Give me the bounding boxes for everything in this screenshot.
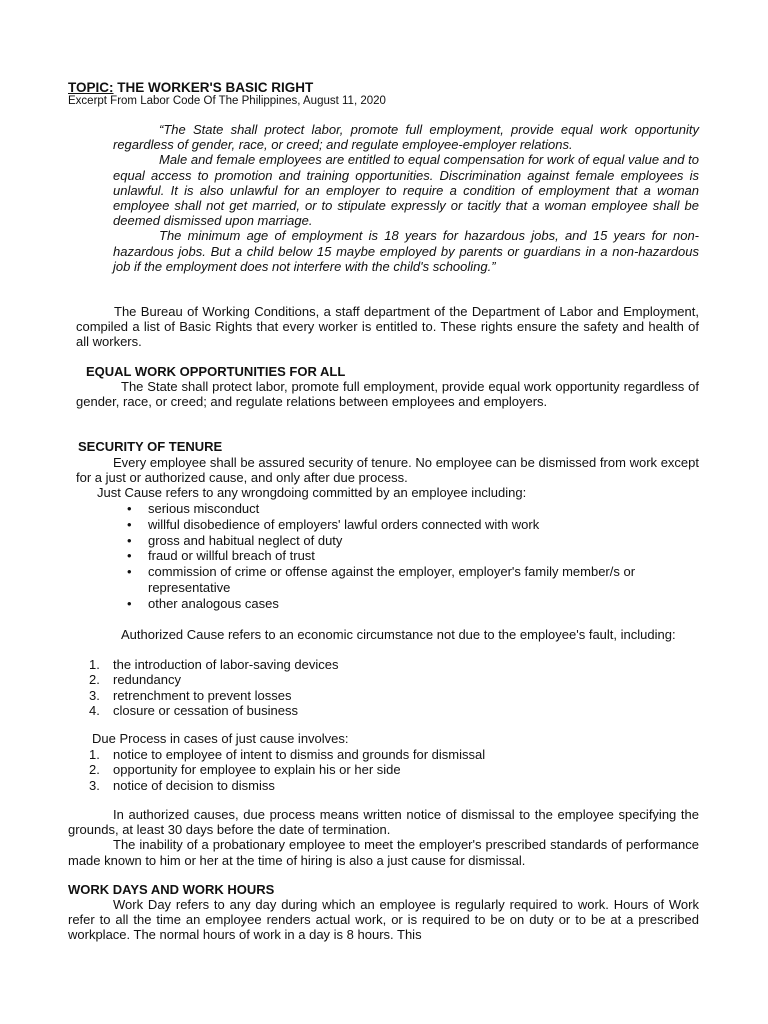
list-item: 3. notice of decision to dismiss xyxy=(89,777,275,793)
list-item: • serious misconduct xyxy=(127,501,707,517)
list-item: 1. notice to employee of intent to dismiss and grounds for dismissal xyxy=(89,747,486,762)
authorized-process-paragraph xyxy=(68,807,699,868)
quote-paragraph-3: The minimum age of employment is 18 years for hazardous jobs, and 15 years for non-hazardous jobs. But a child below 15 maybe employed by parents or guardians in a non-hazardous job if the employment does not interfere with the child's schooling.” xyxy=(113,228,699,274)
just-cause-intro: Just Cause refers to any wrongdoing committed by an employee including: xyxy=(97,485,527,500)
intro-paragraph xyxy=(76,304,699,350)
quote-paragraph-1: “The State shall protect labor, promote full employment, provide equal work opportunity regardless of gender, race, or creed; and regulate employee-employer relations. xyxy=(113,122,699,153)
list-item: 2. opportunity for employee to explain his or her side xyxy=(89,762,401,778)
topic-title xyxy=(68,80,313,95)
due-process-intro: Due Process in cases of just cause involves: xyxy=(92,731,349,746)
list-item: 3. retrenchment to prevent losses xyxy=(89,687,292,703)
equal-work-text: The State shall protect labor, promote full employment, provide equal work opportunity regardless of gender, race, or creed; and regulate relations between employees and employers. xyxy=(76,379,699,410)
authorized-cause-list xyxy=(89,657,338,718)
labor-code-quote xyxy=(113,122,699,274)
list-item: • fraud or willful breach of trust xyxy=(127,548,707,564)
authorized-cause-text: Authorized Cause refers to an economic circumstance not due to the employee's fault, including: xyxy=(121,627,676,642)
work-days-paragraph xyxy=(68,897,699,943)
work-days-text: Work Day refers to any day during which an employee is regularly required to work. Hours of Work refer to all the time an employee renders actual work, or is required to be on duty or to be at a prescribed workplace. The normal hours of work in a day is 8 hours. This xyxy=(68,897,699,943)
list-item: 4. closure or cessation of business xyxy=(89,702,298,718)
list-item: • willful disobedience of employers' lawful orders connected with work xyxy=(127,517,707,533)
just-cause-list xyxy=(127,501,707,612)
list-item: 1. the introduction of labor-saving devices xyxy=(89,657,339,672)
list-item: • gross and habitual neglect of duty xyxy=(127,533,707,549)
security-heading: SECURITY OF TENURE xyxy=(78,439,223,454)
authorized-process-text: In authorized causes, due process means written notice of dismissal to the employee specifying the grounds, at least 30 days before the date of termination. xyxy=(68,807,699,838)
due-process-list xyxy=(89,747,485,793)
probationary-text: The inability of a probationary employee to meet the employer's prescribed standards of performance made known to him or her at the time of hiring is also a just cause for dismissal. xyxy=(68,837,699,868)
subtitle: Excerpt From Labor Code Of The Philippines, August 11, 2020 xyxy=(68,95,386,107)
security-paragraph xyxy=(76,455,699,485)
list-item: • commission of crime or offense against the employer, employer's family member/s or representative xyxy=(127,564,704,596)
intro-text: The Bureau of Working Conditions, a staff department of the Department of Labor and Employment, compiled a list of Basic Rights that every worker is entitled to. These rights ensure the safety and health of all workers. xyxy=(76,304,699,350)
topic-label: TOPIC: xyxy=(68,80,114,95)
authorized-cause-intro xyxy=(78,627,699,642)
list-item: • other analogous cases xyxy=(127,596,707,612)
quote-paragraph-2: Male and female employees are entitled to equal compensation for work of equal value and to equal access to promotion and training opportunities. Discrimination against female employees is unlawful. It is also unlawful for an employer to require a condition of employment that a woman employee shall not get married, or to stipulate expressly or tacitly that a woman employee shall be deemed dismissed upon marriage. xyxy=(113,152,699,229)
list-item: 2. redundancy xyxy=(89,672,181,688)
work-days-heading: WORK DAYS AND WORK HOURS xyxy=(68,882,275,897)
equal-work-paragraph xyxy=(76,379,699,409)
security-text: Every employee shall be assured security of tenure. No employee can be dismissed from work except for a just or authorized cause, and only after due process. xyxy=(76,455,699,486)
equal-work-heading: EQUAL WORK OPPORTUNITIES FOR ALL xyxy=(86,364,346,379)
topic-title-text: THE WORKER'S BASIC RIGHT xyxy=(113,80,314,95)
